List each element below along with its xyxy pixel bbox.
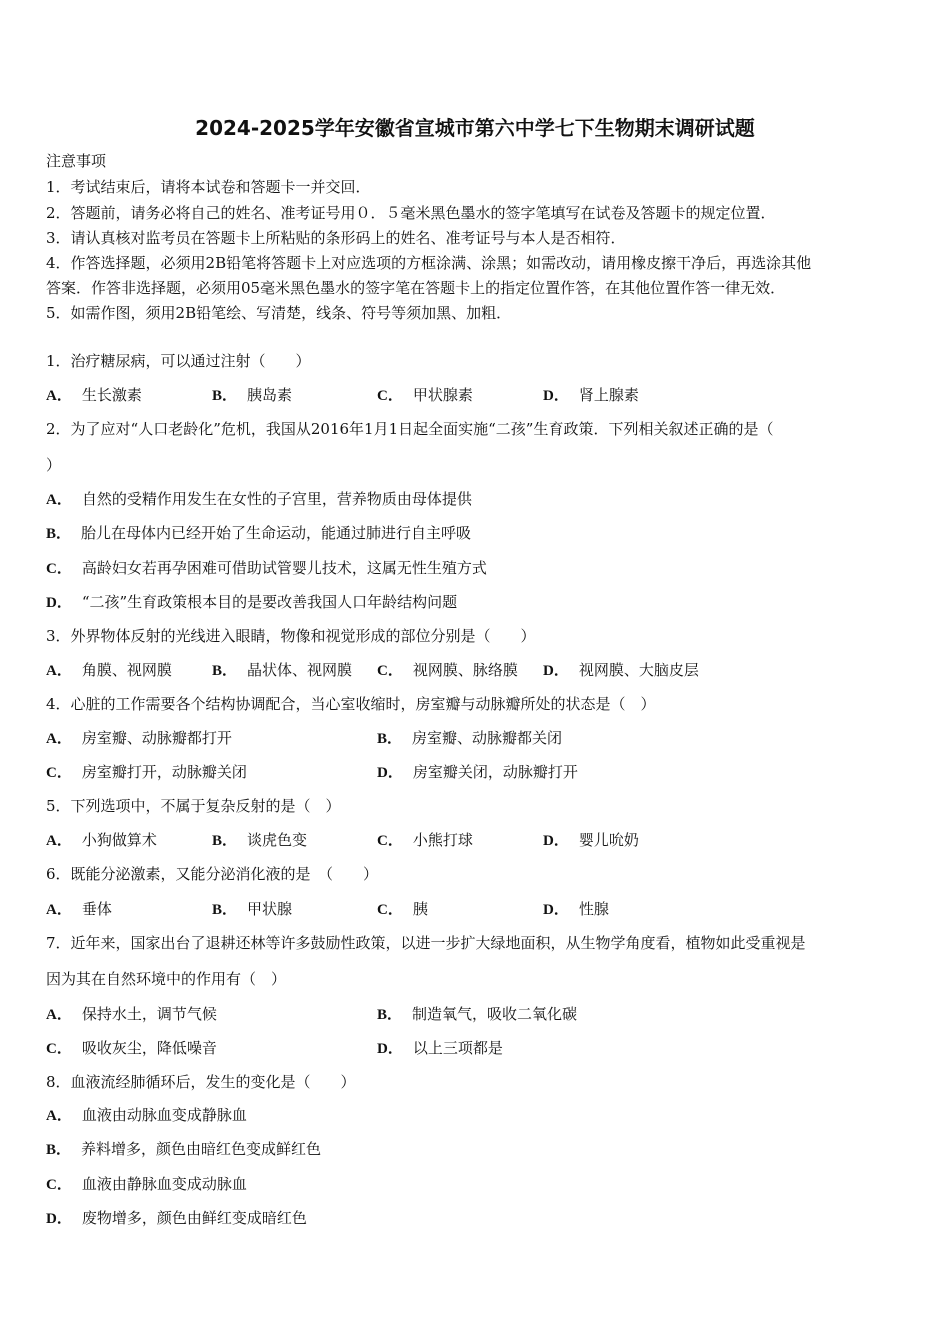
option-d[interactable] [377,762,578,783]
option-letter: C． [377,663,403,679]
option-d[interactable] [377,1038,503,1059]
option-b[interactable] [212,385,292,406]
option-text: 婴儿吮奶 [578,831,639,849]
option-c[interactable] [377,385,473,406]
notice-item: 4．作答选择题，必须用2B铅笔将答题卡上对应选项的方框涂满、涂黑；如需改动，请用橡皮擦干净后，再选涂其他 [46,254,812,272]
option-text: 以上三项都是 [412,1039,503,1057]
option-letter: C． [46,1177,72,1193]
question-stem: 8．血液流经肺循环后，发生的变化是（ ） [46,1073,356,1091]
option-a[interactable] [46,1105,247,1126]
option-b[interactable] [212,899,292,920]
option-letter: C． [377,902,403,918]
option-text: 小熊打球 [412,831,473,849]
option-letter: C． [46,561,72,577]
option-text: 制造氧气，吸收二氧化碳 [412,1005,578,1023]
option-a[interactable] [46,660,172,681]
option-letter: B． [212,902,238,918]
option-letter: C． [377,833,403,849]
option-b[interactable] [46,523,471,544]
notice-heading: 注意事项 [46,152,107,170]
question-stem-continued: ） [46,456,62,474]
option-letter: A． [46,731,72,747]
option-b[interactable] [377,728,562,749]
option-text: 甲状腺素 [412,386,473,404]
option-b[interactable] [212,830,307,851]
option-text: 保持水土，调节气候 [81,1005,217,1023]
option-text: 养料增多，颜色由暗红色变成鲜红色 [81,1140,322,1158]
option-text: 胰 [412,900,428,918]
option-text: 视网膜、大脑皮层 [578,661,699,679]
option-letter: D． [543,833,569,849]
option-d[interactable] [543,660,699,681]
option-letter: B． [212,663,238,679]
option-d[interactable] [543,830,639,851]
option-text: 视网膜、脉络膜 [412,661,518,679]
option-letter: D． [377,1041,403,1057]
question-stem: 2．为了应对“人口老龄化”危机，我国从2016年1月1日起全面实施“二孩”生育政策．下列相关叙述正确的是（ [46,420,774,438]
option-d[interactable] [46,592,457,613]
question-stem: 4．心脏的工作需要各个结构协调配合，当心室收缩时，房室瓣与动脉瓣所处的状态是（ ） [46,695,656,713]
option-letter: B． [212,388,238,404]
question-stem: 1．治疗糖尿病，可以通过注射（ ） [46,352,311,370]
option-text: 高龄妇女若再孕困难可借助试管婴儿技术，这属无性生殖方式 [81,559,487,577]
notice-item: 3．请认真核对监考员在答题卡上所粘贴的条形码上的姓名、准考证号与本人是否相符． [46,229,626,247]
option-c[interactable] [377,899,428,920]
option-text: 小狗做算术 [81,831,157,849]
option-letter: A． [46,663,72,679]
option-letter: A． [46,492,72,508]
option-letter: B． [377,1007,403,1023]
option-letter: D． [543,388,569,404]
option-a[interactable] [46,728,232,749]
option-letter: D． [46,1211,72,1227]
option-letter: A． [46,1007,72,1023]
option-d[interactable] [543,385,639,406]
notice-item: 5．如需作图，须用2B铅笔绘、写清楚，线条、符号等须加黑、加粗． [46,304,512,322]
option-text: 房室瓣打开，动脉瓣关闭 [81,763,247,781]
option-text: 房室瓣、动脉瓣都关闭 [412,729,563,747]
option-a[interactable] [46,385,142,406]
option-b[interactable] [212,660,352,681]
option-text: 角膜、视网膜 [81,661,172,679]
option-a[interactable] [46,899,112,920]
notice-item: 1．考试结束后，请将本试卷和答题卡一并交回． [46,178,371,196]
option-text: 甲状腺 [247,900,293,918]
option-letter: D． [543,663,569,679]
option-text: 谈虎色变 [247,831,308,849]
option-c[interactable] [46,762,247,783]
option-letter: D． [46,595,72,611]
option-text: 血液由静脉血变成动脉血 [81,1175,247,1193]
option-letter: A． [46,902,72,918]
notice-item: 答案．作答非选择题，必须用05毫米黑色墨水的签字笔在答题卡上的指定位置作答，在其他位置作答一律无效． [46,279,786,297]
option-letter: B． [212,833,238,849]
option-letter: B． [46,526,72,542]
option-text: 血液由动脉血变成静脉血 [81,1106,247,1124]
page-title: 2024-2025学年安徽省宣城市第六中学七下生物期末调研试题 [195,116,755,140]
option-letter: A． [46,833,72,849]
option-text: 胰岛素 [247,386,293,404]
option-text: 晶状体、视网膜 [247,661,353,679]
option-letter: C． [46,1041,72,1057]
question-stem: 7．近年来，国家出台了退耕还林等许多鼓励性政策，以进一步扩大绿地面积，从生物学角度看，植物如此受重视是 [46,934,806,952]
option-text: 生长激素 [81,386,142,404]
option-text: 房室瓣、动脉瓣都打开 [81,729,232,747]
option-a[interactable] [46,489,472,510]
option-text: 房室瓣关闭，动脉瓣打开 [412,763,578,781]
option-letter: B． [46,1142,72,1158]
option-letter: C． [377,388,403,404]
option-a[interactable] [46,1004,217,1025]
option-text: 自然的受精作用发生在女性的子宫里，营养物质由母体提供 [81,490,472,508]
option-text: 胎儿在母体内已经开始了生命运动，能通过肺进行自主呼吸 [81,524,472,542]
option-text: “二孩”生育政策根本目的是要改善我国人口年龄结构问题 [81,593,458,611]
notice-item: 2．答题前，请务必将自己的姓名、准考证号用０．５毫米黑色墨水的签字笔填写在试卷及答题卡的规定位置． [46,204,776,222]
option-d[interactable] [46,1208,307,1229]
option-letter: A． [46,1108,72,1124]
option-text: 吸收灰尘，降低噪音 [81,1039,217,1057]
option-text: 肾上腺素 [578,386,639,404]
option-a[interactable] [46,830,157,851]
option-letter: C． [46,765,72,781]
option-letter: D． [543,902,569,918]
question-stem: 5．下列选项中，不属于复杂反射的是（ ） [46,797,341,815]
option-c[interactable] [46,1038,217,1059]
option-letter: B． [377,731,403,747]
option-text: 垂体 [81,900,112,918]
option-text: 性腺 [578,900,609,918]
option-d[interactable] [543,899,609,920]
question-stem: 3．外界物体反射的光线进入眼睛，物像和视觉形成的部位分别是（ ） [46,627,536,645]
question-stem-continued: 因为其在自然环境中的作用有（ ） [46,970,287,988]
option-b[interactable] [46,1139,321,1160]
option-c[interactable] [46,1174,247,1195]
option-c[interactable] [377,830,473,851]
option-c[interactable] [46,558,487,579]
option-letter: D． [377,765,403,781]
option-letter: A． [46,388,72,404]
question-stem: 6．既能分泌激素，又能分泌消化液的是 （ ） [46,865,379,883]
option-text: 废物增多，颜色由鲜红变成暗红色 [81,1209,307,1227]
option-c[interactable] [377,660,518,681]
option-b[interactable] [377,1004,577,1025]
